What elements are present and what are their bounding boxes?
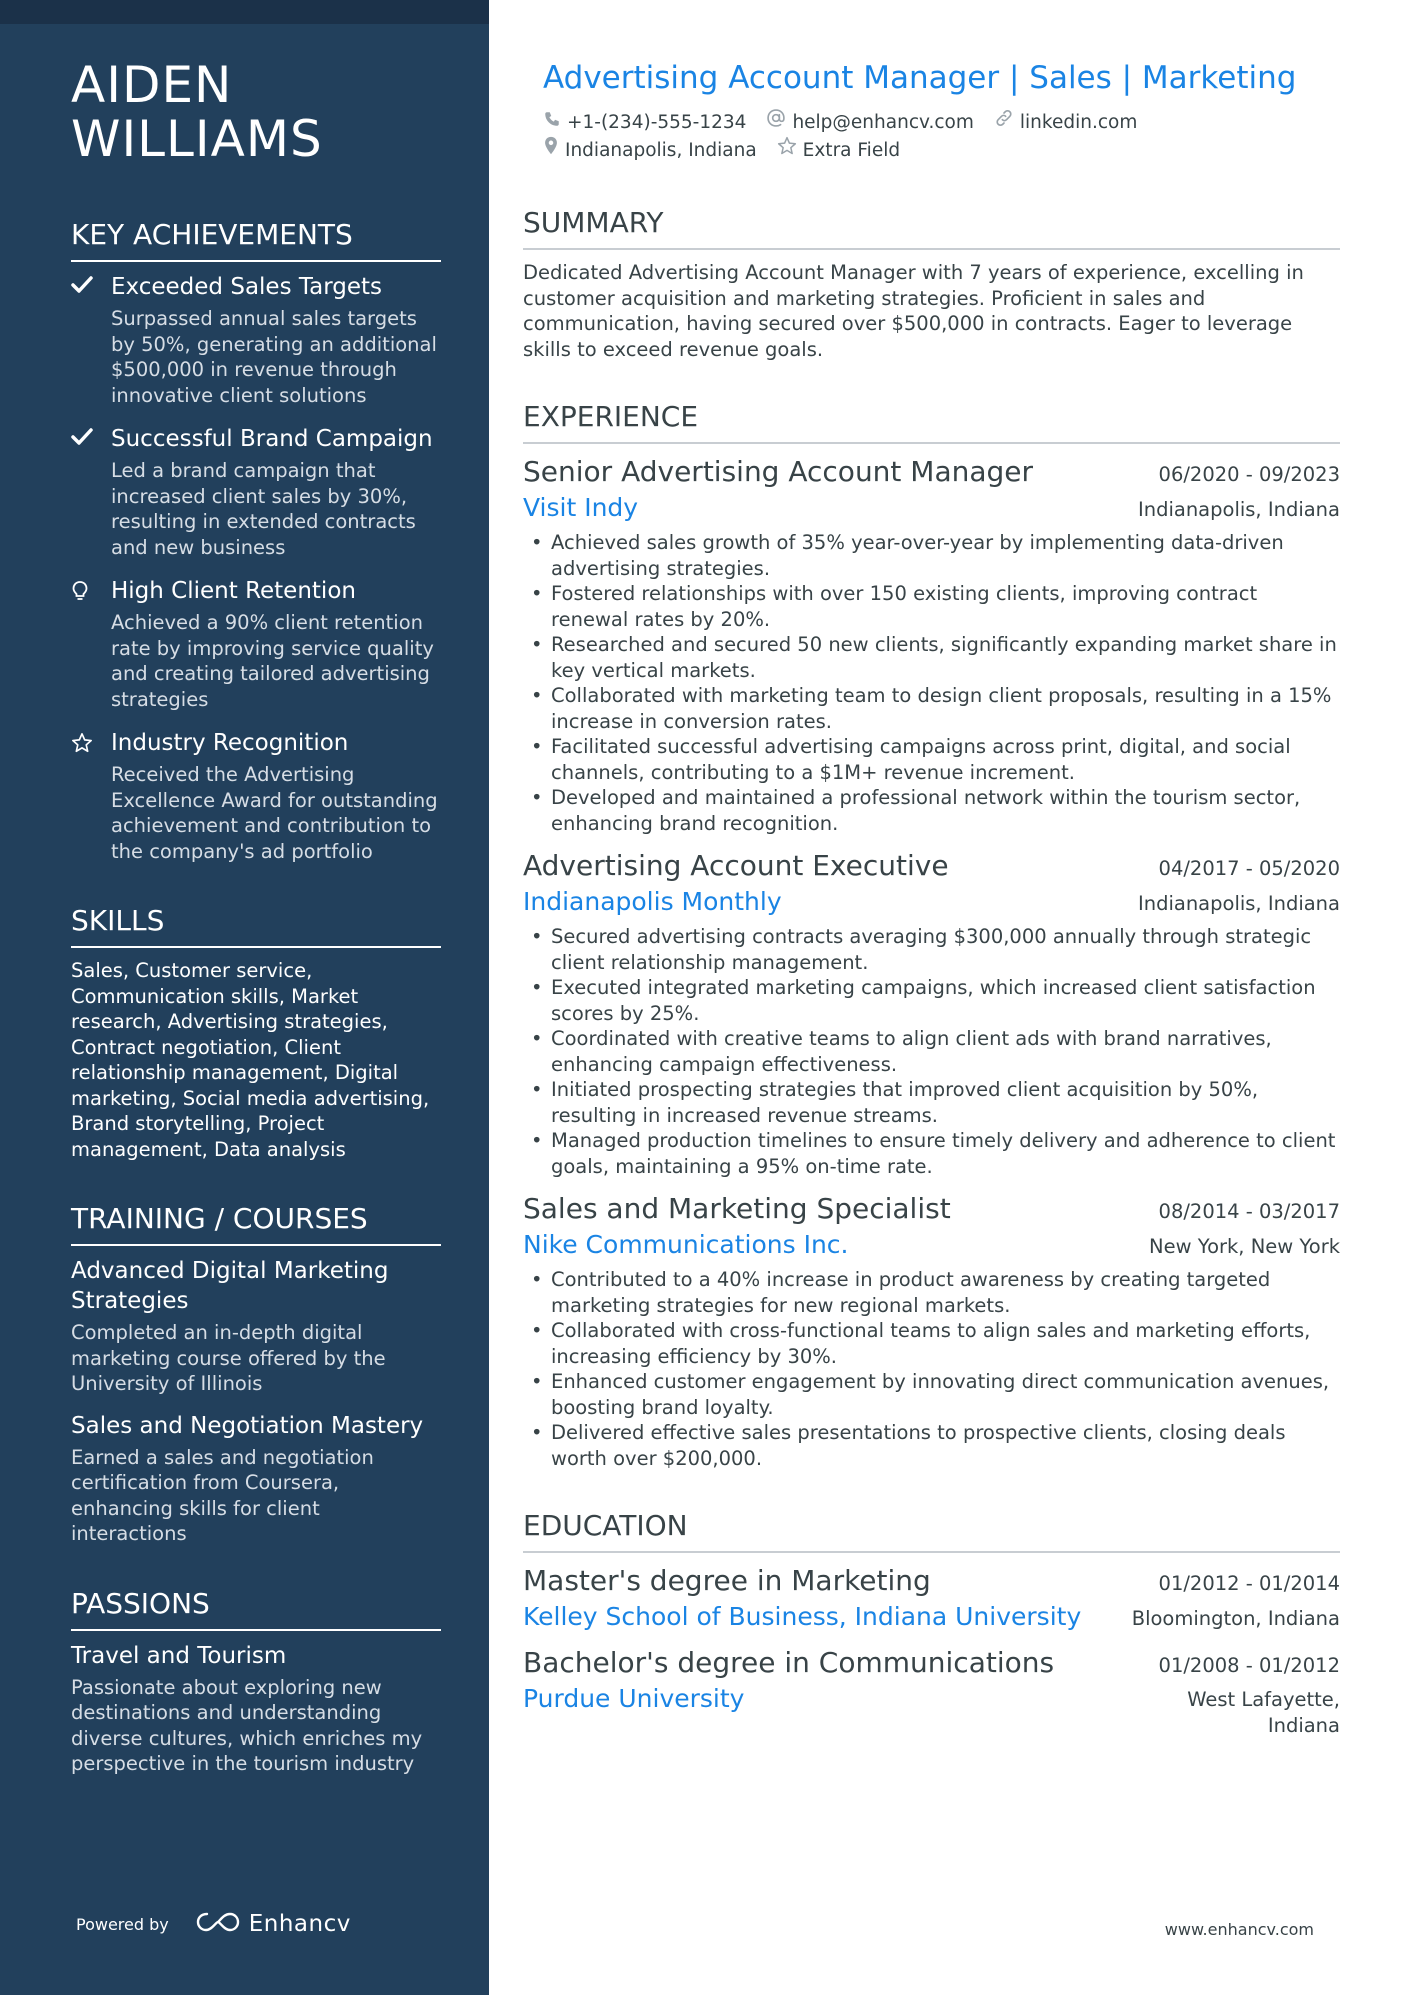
summary-text: Dedicated Advertising Account Manager with 7 years of experience, excelling in customer acquisition and marketing strategies. Proficient in sales and communication, having secured over $500,000 in contracts. Eager to leverage skills to exceed revenue goals. xyxy=(523,261,1304,361)
website-footer[interactable]: www.enhancv.com xyxy=(1164,1920,1314,1939)
skills-heading: SKILLS xyxy=(71,904,441,948)
job-bullet: • Collaborated with cross-functional teams to align sales and marketing efforts, increasing efficiency by 30%. xyxy=(523,1318,1340,1369)
job-company: Indianapolis Monthly xyxy=(523,887,782,916)
link-icon xyxy=(994,108,1020,136)
achievement-title: Industry Recognition xyxy=(111,730,349,756)
achievement-title: High Client Retention xyxy=(111,578,356,604)
achievement-item xyxy=(71,424,441,560)
passion-item xyxy=(71,1641,441,1777)
training-section xyxy=(71,1202,441,1547)
education-date: 01/2008 - 01/2012 xyxy=(1158,1654,1340,1677)
job-title: Advertising Account Executive xyxy=(523,849,949,882)
key-achievements-section xyxy=(71,218,441,864)
summary-section xyxy=(523,206,1340,362)
job-bullet: • Secured advertising contracts averaging $300,000 annually through strategic client relationship management. xyxy=(523,924,1340,975)
location-pin-icon xyxy=(543,136,565,164)
job-bullet: • Delivered effective sales presentations to prospective clients, closing deals worth over $200,000. xyxy=(523,1420,1340,1471)
education-heading: EDUCATION xyxy=(523,1509,1340,1553)
job-company: Visit Indy xyxy=(523,493,639,522)
job-date: 04/2017 - 05/2020 xyxy=(1158,857,1340,880)
key-achievements-heading: KEY ACHIEVEMENTS xyxy=(71,218,441,262)
passion-description: Passionate about exploring new destinations and understanding diverse cultures, which enriches my perspective in the tourism industry xyxy=(71,1675,423,1775)
school-location xyxy=(1132,1607,1340,1630)
achievement-item xyxy=(71,728,441,864)
contact-extra xyxy=(777,136,900,164)
achievement-title: Exceeded Sales Targets xyxy=(111,274,383,300)
job-entry xyxy=(523,454,1340,836)
job-company: Nike Communications Inc. xyxy=(523,1230,849,1259)
job-entry xyxy=(523,848,1340,1179)
education-entry xyxy=(523,1563,1340,1635)
sidebar-top-bar xyxy=(0,0,489,24)
passions-heading: PASSIONS xyxy=(71,1587,441,1631)
enhancv-brand-name: Enhancv xyxy=(248,1911,351,1937)
name-line-2: WILLIAMS xyxy=(71,110,323,168)
sidebar-content xyxy=(71,58,441,1791)
achievement-description: Achieved a 90% client retention rate by improving service quality and creating tailored advertising strategies xyxy=(111,611,434,711)
phone-number: +1-(234)-555-1234 xyxy=(567,111,747,133)
job-bullet: • Facilitated successful advertising campaigns across print, digital, and social channels, contributing to a $1M+ revenue increment. xyxy=(523,734,1340,785)
email-address: help@enhancv.com xyxy=(792,111,974,133)
main-content xyxy=(523,58,1340,1749)
course-description: Earned a sales and negotiation certification from Coursera, enhancing skills for client interactions xyxy=(71,1445,374,1545)
achievement-item xyxy=(71,576,441,712)
school-name: Kelley School of Business, Indiana University xyxy=(523,1602,1082,1631)
enhancv-logo-icon xyxy=(195,1910,241,1938)
achievement-description: Received the Advertising Excellence Award for outstanding achievement and contribution to the company's ad portfolio xyxy=(111,763,438,863)
extra-field-text: Extra Field xyxy=(802,139,901,161)
sidebar xyxy=(0,0,489,1995)
job-date: 08/2014 - 03/2017 xyxy=(1158,1200,1340,1223)
education-entry xyxy=(523,1645,1340,1739)
contact-location xyxy=(543,136,757,164)
course-title: Sales and Negotiation Mastery xyxy=(71,1412,424,1439)
contact-link[interactable] xyxy=(994,108,1137,136)
job-bullets xyxy=(523,924,1340,1179)
school-location xyxy=(1187,1681,1340,1739)
job-bullet: • Enhanced customer engagement by innovating direct communication avenues, boosting brand loyalty. xyxy=(523,1369,1340,1420)
degree-title: Master's degree in Marketing xyxy=(523,1564,931,1597)
job-location: Indianapolis, Indiana xyxy=(1137,892,1340,915)
powered-by-label: Powered by xyxy=(76,1914,169,1934)
check-icon xyxy=(71,424,111,560)
job-bullet: • Collaborated with marketing team to design client proposals, resulting in a 15% increase in conversion rates. xyxy=(523,683,1340,734)
contact-email[interactable] xyxy=(766,108,973,136)
contact-row xyxy=(543,108,1340,136)
job-bullets xyxy=(523,530,1340,836)
star-icon xyxy=(71,728,111,864)
school-location-line: Indiana xyxy=(1267,1714,1340,1737)
job-bullet: • Executed integrated marketing campaigns, which increased client satisfaction scores by 25%. xyxy=(523,975,1340,1026)
course-description: Completed an in-depth digital marketing course offered by the University of Illinois xyxy=(71,1321,386,1395)
skills-section xyxy=(71,904,441,1162)
contact-phone xyxy=(543,109,746,136)
school-name: Purdue University xyxy=(523,1684,745,1713)
location-text: Indianapolis, Indiana xyxy=(565,139,757,161)
degree-title: Bachelor's degree in Communications xyxy=(523,1646,1055,1679)
linkedin-url: linkedin.com xyxy=(1019,111,1138,133)
school-location-line: Bloomington, Indiana xyxy=(1131,1607,1340,1630)
achievement-description: Led a brand campaign that increased client sales by 30%, resulting in extended contracts and new business xyxy=(111,459,416,559)
achievement-description: Surpassed annual sales targets by 50%, generating an additional $500,000 in revenue through innovative client solutions xyxy=(111,307,437,407)
candidate-name xyxy=(71,58,441,166)
check-icon xyxy=(71,272,111,408)
passions-section xyxy=(71,1587,441,1777)
phone-icon xyxy=(543,109,567,136)
job-bullet: • Developed and maintained a professional network within the tourism sector, enhancing brand recognition. xyxy=(523,785,1340,836)
achievement-item xyxy=(71,272,441,408)
job-bullets xyxy=(523,1267,1340,1471)
at-sign-icon xyxy=(766,108,792,136)
job-location: Indianapolis, Indiana xyxy=(1137,498,1340,521)
school-location-line: West Lafayette, xyxy=(1187,1688,1340,1711)
job-date: 06/2020 - 09/2023 xyxy=(1158,463,1340,486)
course-item xyxy=(71,1256,441,1397)
achievement-title: Successful Brand Campaign xyxy=(111,426,433,452)
job-bullet: • Initiated prospecting strategies that improved client acquisition by 50%, resulting in increased revenue streams. xyxy=(523,1077,1340,1128)
passion-title: Travel and Tourism xyxy=(71,1642,287,1669)
job-bullet: • Researched and secured 50 new clients, significantly expanding market share in key vertical markets. xyxy=(523,632,1340,683)
job-bullet: • Coordinated with creative teams to align client ads with brand narratives, enhancing campaign effectiveness. xyxy=(523,1026,1340,1077)
skills-list: Sales, Customer service, Communication skills, Market research, Advertising strategies, Contract negotiation, Client relationship management, Digital marketing, Social media advertising, Brand storytelling, Project management, Data analysis xyxy=(71,959,430,1161)
job-location: New York, New York xyxy=(1149,1235,1340,1258)
job-bullet: • Contributed to a 40% increase in product awareness by creating targeted marketing strategies for new regional markets. xyxy=(523,1267,1340,1318)
course-title: Advanced Digital Marketing Strategies xyxy=(71,1258,389,1314)
job-entry xyxy=(523,1191,1340,1471)
contact-row xyxy=(543,136,1340,164)
education-section xyxy=(523,1509,1340,1739)
job-bullet: • Achieved sales growth of 35% year-over-year by implementing data-driven advertising strategies. xyxy=(523,530,1340,581)
headline: Advertising Account Manager | Sales | Marketing xyxy=(543,60,1297,96)
powered-by-footer xyxy=(76,1910,351,1938)
training-heading: TRAINING / COURSES xyxy=(71,1202,441,1246)
job-bullet: • Managed production timelines to ensure timely delivery and adherence to client goals, maintaining a 95% on-time rate. xyxy=(523,1128,1340,1179)
experience-section xyxy=(523,400,1340,1471)
lightbulb-icon xyxy=(71,576,111,712)
summary-heading: SUMMARY xyxy=(523,206,1340,250)
job-title: Sales and Marketing Specialist xyxy=(523,1192,951,1225)
name-line-1: AIDEN xyxy=(71,56,233,114)
job-bullet: • Fostered relationships with over 150 existing clients, improving contract renewal rates by 20%. xyxy=(523,581,1340,632)
job-title: Senior Advertising Account Manager xyxy=(523,455,1034,488)
education-date: 01/2012 - 01/2014 xyxy=(1158,1572,1340,1595)
star-icon xyxy=(777,136,803,164)
experience-heading: EXPERIENCE xyxy=(523,400,1340,444)
course-item xyxy=(71,1411,441,1547)
